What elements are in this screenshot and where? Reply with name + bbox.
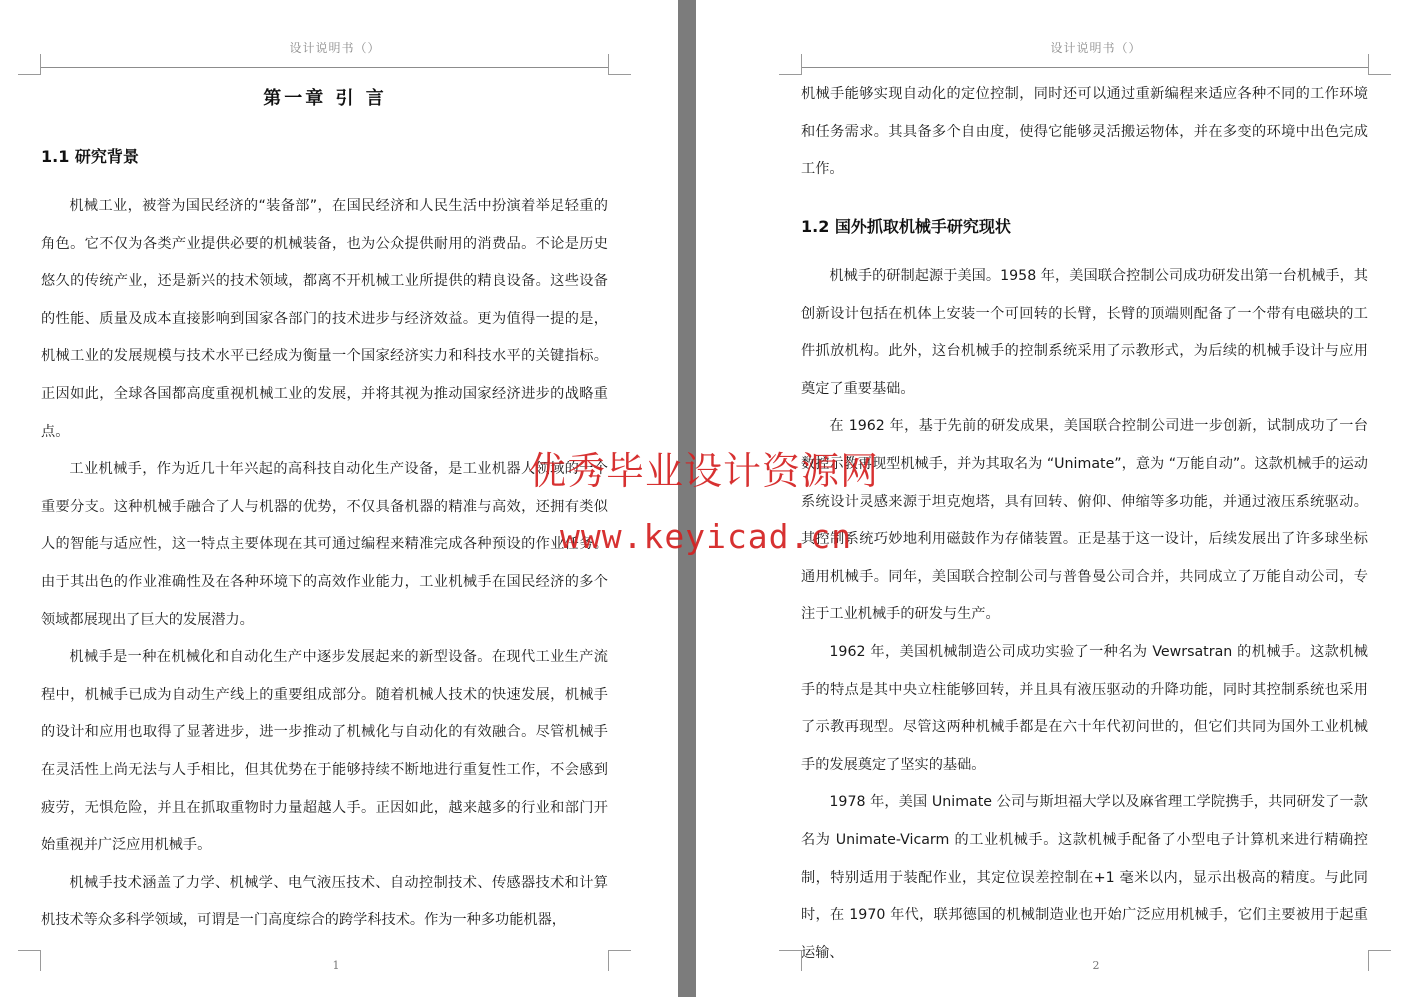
body-text — [801, 76, 1368, 189]
document-page-2 — [696, 0, 1401, 997]
document-page-1 — [0, 0, 678, 997]
page-number: 2 — [1092, 959, 1100, 972]
section-title: 1.2 国外抓取机械手研究现状 — [801, 217, 1011, 236]
paragraph: 机械手技术涵盖了力学、机械学、电气液压技术、自动控制技术、传感器技术和计算机技术等众多科学领域，可谓是一门高度综合的跨学科技术。作为一种多功能机器， — [41, 874, 608, 929]
paragraph: 机械手能够实现自动化的定位控制，同时还可以通过重新编程来适应各种不同的工作环境和任务需求。其具备多个自由度，使得它能够灵活搬运物体，并在多变的环境中出色完成工作。 — [801, 86, 1368, 178]
body-text — [801, 258, 1368, 972]
margin-corner-mark — [608, 54, 631, 75]
margin-corner-mark — [779, 950, 802, 971]
page-number: 1 — [332, 959, 340, 972]
margin-corner-mark — [18, 950, 41, 971]
paragraph: 工业机械手，作为近几十年兴起的高科技自动化生产设备，是工业机器人领域的一个重要分支。这种机械手融合了人与机器的优势，不仅具备机器的精准与高效，还拥有类似人的智能与适应性，这一特点主要体现在其可通过编程来精准完成各种预设的作业任务。由于其出色的作业准确性及在各种环境下的高效作业能力，工业机械手在国民经济的多个领域都展现出了巨大的发展潜力。 — [41, 461, 608, 628]
header-rule — [40, 67, 608, 68]
body-text — [41, 188, 608, 940]
margin-corner-mark — [608, 950, 631, 971]
section-title: 1.1 研究背景 — [41, 147, 139, 166]
paragraph: 1978 年，美国 Unimate 公司与斯坦福大学以及麻省理工学院携手，共同研发了一款名为 Unimate-Vicarm 的工业机械手。这款机械手配备了小型电子计算机来进行精确控制，特别适用于装配作业，其定位误差控制在+1 毫米以内，显示出极高的精度。与此同时，在 1970 年代，联邦德国的机械制造业也开始广泛应用机械手，它们主要被用于起重运输、 — [801, 794, 1368, 961]
paragraph: 1962 年，美国机械制造公司成功实验了一种名为 Vewrsatran 的机械手。这款机械手的特点是其中央立柱能够回转，并且具有液压驱动的升降功能，同时其控制系统也采用了示教再现型。尽管这两种机械手都是在六十年代初问世的，但它们共同为国外工业机械手的发展奠定了坚实的基础。 — [801, 643, 1368, 773]
paragraph: 在 1962 年，基于先前的研发成果，美国联合控制公司进一步创新，试制成功了一台数控示教再现型机械手，并为其取名为 “Unimate”，意为 “万能自动”。这款机械手的运动系统设计灵感来源于坦克炮塔，具有回转、俯仰、伸缩等多功能，并通过液压系统驱动。其控制系统巧妙地利用磁鼓作为存储装置。正是基于这一设计，后续发展出了许多球坐标通用机械手。同年，美国联合控制公司与普鲁曼公司合并，共同成立了万能自动公司，专注于工业机械手的研发与生产。 — [801, 418, 1368, 623]
margin-corner-mark — [18, 54, 41, 75]
margin-corner-mark — [1368, 54, 1391, 75]
running-header: 设计说明书（） — [289, 41, 381, 55]
margin-corner-mark — [779, 54, 802, 75]
margin-corner-mark — [1368, 950, 1391, 971]
running-header: 设计说明书（） — [1050, 41, 1142, 55]
paragraph: 机械手是一种在机械化和自动化生产中逐步发展起来的新型设备。在现代工业生产流程中，机械手已成为自动生产线上的重要组成部分。随着机械人技术的快速发展，机械手的设计和应用也取得了显著进步，进一步推动了机械化与自动化的有效融合。尽管机械手在灵活性上尚无法与人手相比，但其优势在于能够持续不断地进行重复性工作，不会感到疲劳，无惧危险，并且在抓取重物时力量超越人手。正因如此，越来越多的行业和部门开始重视并广泛应用机械手。 — [41, 649, 608, 854]
paragraph: 机械工业，被誉为国民经济的“装备部”，在国民经济和人民生活中扮演着举足轻重的角色。它不仅为各类产业提供必要的机械装备，也为公众提供耐用的消费品。不论是历史悠久的传统产业，还是新兴的技术领域，都离不开机械工业所提供的精良设备。这些设备的性能、质量及成本直接影响到国家各部门的技术进步与经济效益。更为值得一提的是，机械工业的发展规模与技术水平已经成为衡量一个国家经济实力和科技水平的关键指标。正因如此，全球各国都高度重视机械工业的发展，并将其视为推动国家经济进步的战略重点。 — [41, 198, 608, 440]
watermark-site-name: 优秀毕业设计资源网 — [528, 449, 880, 493]
watermark-url: www.keyicad.cn — [560, 517, 853, 556]
chapter-title: 第一章 引 言 — [263, 88, 387, 109]
paragraph: 机械手的研制起源于美国。1958 年，美国联合控制公司成功研发出第一台机械手，其创新设计包括在机体上安装一个可回转的长臂，长臂的顶端则配备了一个带有电磁块的工件抓放机构。此外，这台机械手的控制系统采用了示教形式，为后续的机械手设计与应用奠定了重要基础。 — [801, 268, 1368, 397]
header-rule — [801, 67, 1368, 68]
page-divider — [678, 0, 696, 997]
